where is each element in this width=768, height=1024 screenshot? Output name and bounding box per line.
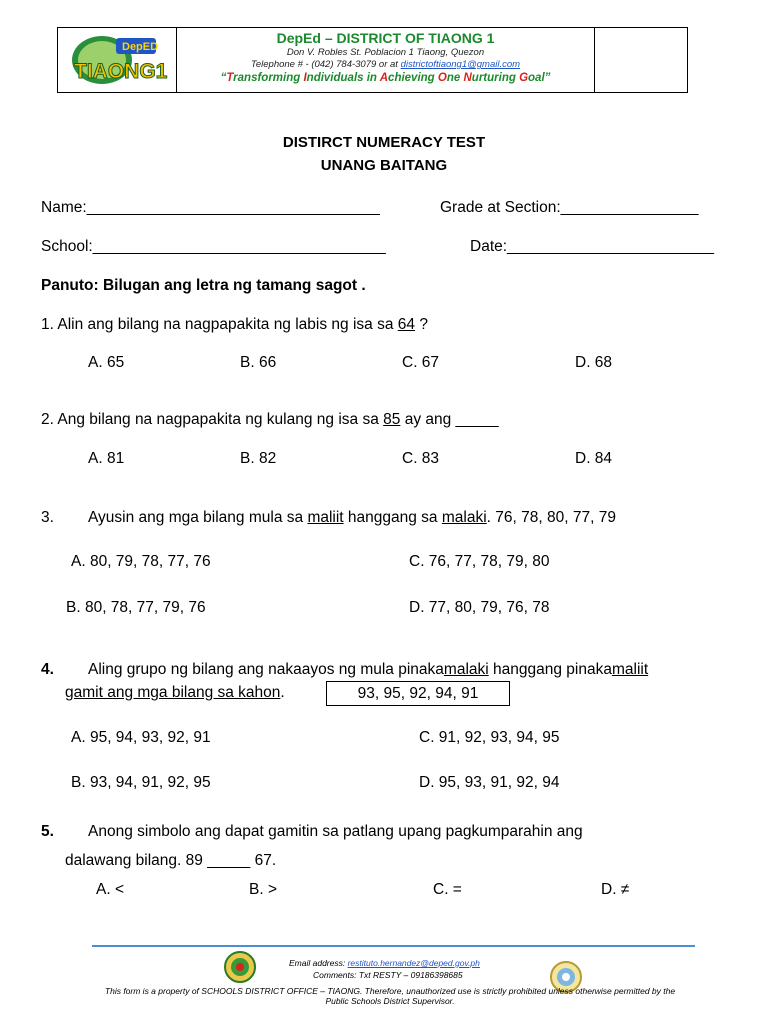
motto-initial: O: [437, 72, 447, 84]
question-5-line1: Anong simbolo ang dapat gamitin sa patlang upang pagkumparahin ang: [88, 823, 583, 840]
q3-numbers: . 76, 78, 80, 77, 79: [486, 509, 616, 526]
footer-email-link[interactable]: restituto.hernandez@deped.gov.ph: [347, 958, 480, 968]
motto-part: “: [220, 72, 227, 84]
q3-choice-a[interactable]: A. 80, 79, 78, 77, 76: [71, 553, 211, 570]
motto-initial: G: [519, 72, 529, 84]
q3-choice-c[interactable]: C. 76, 77, 78, 79, 80: [409, 553, 550, 570]
q2-choice-d[interactable]: D. 84: [575, 450, 613, 467]
q2-number: 85: [383, 411, 401, 428]
q3-text: Ayusin ang mga bilang mula sa: [88, 509, 308, 526]
q1-text: 1. Alin ang bilang na nagpapakita ng labis ng isa sa: [41, 316, 398, 333]
q4-choice-a[interactable]: A. 95, 94, 93, 92, 91: [71, 729, 211, 746]
footer-comments: Comments: Txt RESTY – 09186398685: [313, 970, 463, 980]
telephone-text: Telephone # - (042) 784-3079 or at: [250, 59, 401, 70]
q3-text: hanggang sa: [343, 509, 442, 526]
q1-choice-b[interactable]: B. 66: [240, 354, 277, 371]
motto-part: ransforming: [233, 72, 304, 84]
q3-underlined: maliit: [307, 509, 344, 526]
address: Don V. Robles St. Poblacion 1 Tiaong, Quezon: [286, 47, 485, 58]
q4-number-box: 93, 95, 92, 94, 91: [326, 681, 510, 706]
q4-choice-b[interactable]: B. 93, 94, 91, 92, 95: [71, 774, 211, 791]
q5-choice-d[interactable]: D. ≠: [601, 881, 630, 898]
q3-underlined: malaki: [441, 509, 487, 526]
q5-choice-b[interactable]: B. >: [249, 881, 278, 898]
school-field[interactable]: School:__________________________________: [41, 238, 386, 255]
email-link[interactable]: districtoftiaong1@gmail.com: [400, 59, 521, 70]
telephone: [176, 59, 595, 71]
header-empty-cell: [594, 28, 687, 92]
question-4-line1: [88, 661, 648, 679]
date-field[interactable]: Date:________________________: [470, 238, 714, 255]
q4-text: .: [280, 684, 285, 701]
q3-number: 3.: [41, 509, 54, 526]
question-5-line2: dalawang bilang. 89 _____ 67.: [65, 852, 277, 869]
q4-choice-d[interactable]: D. 95, 93, 91, 92, 94: [419, 774, 560, 791]
q4-text: Aling grupo ng bilang ang nakaayos ng mula pinaka: [88, 661, 444, 678]
q2-choice-c[interactable]: C. 83: [402, 450, 440, 467]
logo-text: TIAONG1: [74, 60, 168, 83]
motto-part: chieving: [388, 72, 438, 84]
q4-underlined: maliit: [611, 661, 649, 678]
q1-choice-d[interactable]: D. 68: [575, 354, 613, 371]
instructions: Panuto: Bilugan ang letra ng tamang sagot .: [41, 277, 366, 294]
grade-title: UNANG BAITANG: [320, 157, 448, 174]
footer-property-1: This form is a property of SCHOOLS DISTRICT OFFICE – TIAONG. Therefore, unauthorized use is strictly prohibited unless otherwise permitted by the: [104, 986, 676, 996]
q3-choice-d[interactable]: D. 77, 80, 79, 76, 78: [409, 599, 550, 616]
motto-initial: I: [303, 72, 307, 84]
q1-choice-c[interactable]: C. 67: [402, 354, 440, 371]
motto: [176, 71, 595, 86]
footer-email-label: Email address:: [289, 958, 348, 968]
footer-email: [289, 958, 480, 968]
q2-suffix: ay ang _____: [400, 411, 499, 428]
q1-suffix: ?: [415, 316, 428, 333]
motto-part: urturing: [471, 72, 520, 84]
footer-property-2: Public Schools District Supervisor.: [325, 996, 455, 1006]
q5-choice-a[interactable]: A. <: [96, 881, 125, 898]
q4-underlined: gamit ang mga bilang sa kahon: [65, 684, 281, 701]
question-4-line2: [65, 684, 285, 702]
q5-choice-c[interactable]: C. =: [433, 881, 462, 898]
footer-divider: [92, 945, 695, 947]
motto-part: ne: [446, 72, 464, 84]
letterhead-text: [176, 28, 595, 92]
q2-text: 2. Ang bilang na nagpapakita ng kulang ng isa sa: [41, 411, 384, 428]
q4-choice-c[interactable]: C. 91, 92, 93, 94, 95: [419, 729, 560, 746]
q4-underlined: malaki: [443, 661, 489, 678]
logo-small-text: DepED: [122, 41, 159, 53]
motto-part: oal”: [528, 72, 551, 84]
question-1: [41, 316, 428, 334]
question-3: [88, 509, 616, 527]
logo-cell: [58, 28, 177, 92]
q4-text: hanggang pinaka: [488, 661, 612, 678]
q1-choice-a[interactable]: A. 65: [88, 354, 125, 371]
q3-choice-b[interactable]: B. 80, 78, 77, 79, 76: [66, 599, 206, 616]
motto-initial: A: [379, 72, 389, 84]
motto-initial: N: [463, 72, 472, 84]
motto-part: ndividuals in: [306, 72, 380, 84]
tiaong-logo: [64, 32, 172, 88]
q2-choice-a[interactable]: A. 81: [88, 450, 125, 467]
q1-number: 64: [397, 316, 416, 333]
org-title: DepEd – DISTRICT OF TIAONG 1: [276, 30, 495, 46]
q2-choice-b[interactable]: B. 82: [240, 450, 277, 467]
question-2: [41, 411, 499, 429]
test-title: DISTIRCT NUMERACY TEST: [282, 134, 486, 151]
letterhead: [57, 27, 688, 93]
q4-number: 4.: [41, 661, 54, 678]
grade-section-field[interactable]: Grade at Section:________________: [440, 199, 699, 216]
district-seal-icon: [224, 951, 256, 983]
q5-number: 5.: [41, 823, 54, 840]
motto-initial: T: [226, 72, 234, 84]
name-field[interactable]: Name:__________________________________: [41, 199, 380, 216]
